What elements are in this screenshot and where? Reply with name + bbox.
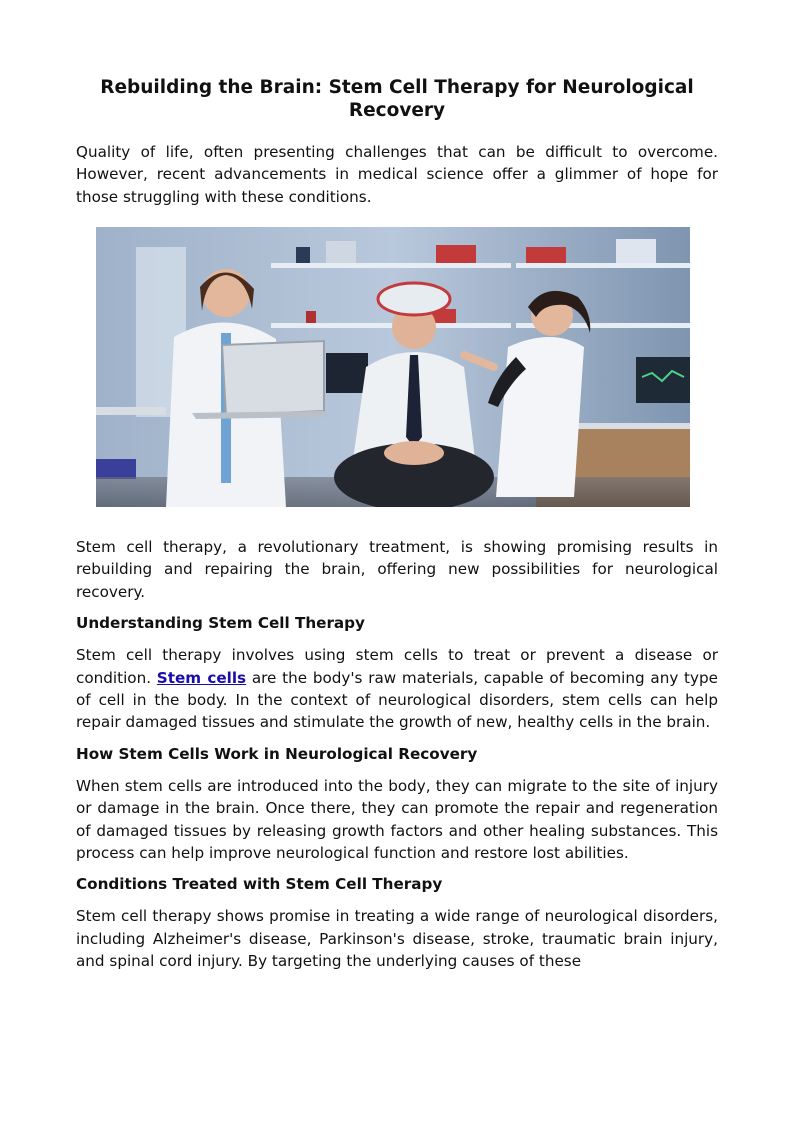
section-heading-understanding: Understanding Stem Cell Therapy [76, 614, 365, 633]
hero-image [96, 227, 690, 507]
text-after-link: are the body's raw materials, capable of becoming any type of cell in the body. In the context of neurological disorders, stem cells can help repair damaged tissues and stimulate the growth of new, healthy cells in the brain. [76, 668, 718, 732]
section-heading-conditions: Conditions Treated with Stem Cell Therapy [76, 875, 443, 894]
section-text-how: When stem cells are introduced into the body, they can migrate to the site of injury or damage in the brain. Once there, they can promote the repair and regeneration of damaged tissues by releasing growth factors and other healing substances. This process can help improve neurological function and restore lost abilities. [76, 776, 718, 863]
section-text-understanding [76, 644, 718, 734]
intro-paragraph: Quality of life, often presenting challenges that can be difficult to overcome. However, recent advancements in medical science offer a glimmer of hope for those struggling with these conditions. [76, 143, 718, 206]
section-heading-how: How Stem Cells Work in Neurological Recovery [76, 744, 478, 763]
page-title: Rebuilding the Brain: Stem Cell Therapy for Neurological Recovery [100, 77, 694, 121]
body-paragraph: Stem cell therapy, a revolutionary treatment, is showing promising results in rebuilding and repairing the brain, offering new possibilities for neurological recovery. [76, 538, 718, 601]
article-header [76, 76, 718, 208]
stem-cells-link[interactable]: Stem cells [156, 668, 247, 687]
section-text-conditions: Stem cell therapy shows promise in treating a wide range of neurological disorders, including Alzheimer's disease, Parkinson's disease, stroke, traumatic brain injury, and spinal cord injury. By targeting the underlying causes of these [76, 907, 718, 971]
article-body [76, 536, 718, 973]
text-before-link: Stem cell therapy involves using stem cells to treat or prevent a disease or condition. [76, 646, 718, 687]
